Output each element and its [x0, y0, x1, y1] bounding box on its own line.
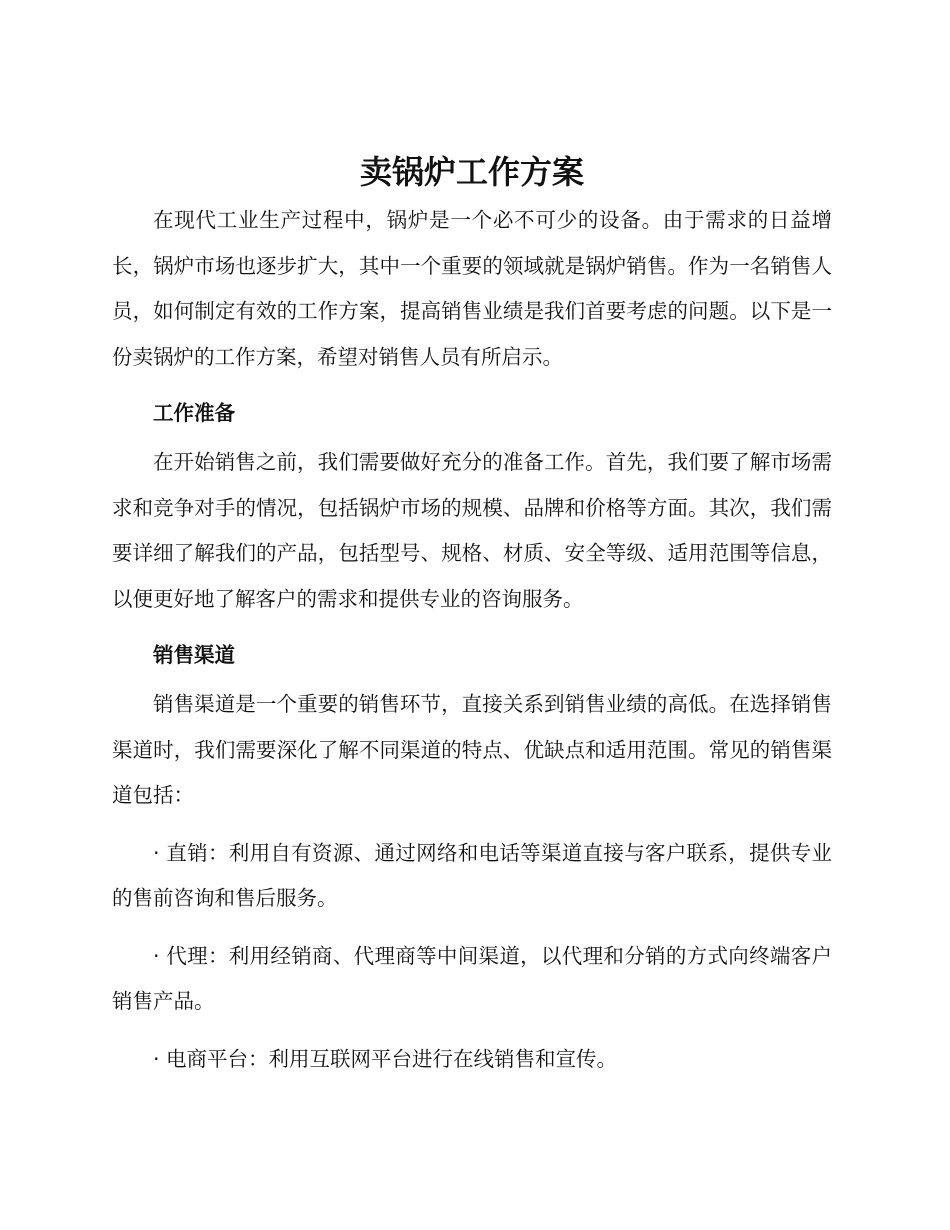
spacer	[112, 622, 832, 640]
spacer	[112, 922, 832, 934]
document-page	[112, 150, 832, 1082]
bullet-direct-sales: · 直销：利用自有资源、通过网络和电话等渠道直接与客户联系，提供专业的售前咨询和售后服务。	[112, 840, 832, 910]
spacer	[112, 428, 832, 440]
spacer	[112, 670, 832, 682]
preparation-paragraph: 在开始销售之前，我们需要做好充分的准备工作。首先，我们要了解市场需求和竞争对手的情况，包括锅炉市场的规模、品牌和价格等方面。其次，我们需要详细了解我们的产品，包括型号、规格、材质、安全等级、适用范围等信息，以便更好地了解客户的需求和提供专业的咨询服务。	[112, 450, 832, 611]
document-title: 卖锅炉工作方案	[359, 153, 584, 191]
section-heading-preparation: 工作准备	[153, 401, 235, 425]
intro-paragraph: 在现代工业生产过程中，锅炉是一个必不可少的设备。由于需求的日益增长，锅炉市场也逐步扩大，其中一个重要的领域就是锅炉销售。作为一名销售人员，如何制定有效的工作方案，提高销售业绩是我们首要考虑的问题。以下是一份卖锅炉的工作方案，希望对销售人员有所启示。	[112, 208, 832, 369]
section-heading-channels: 销售渠道	[153, 643, 235, 667]
spacer	[112, 380, 832, 398]
bullet-agency: · 代理：利用经销商、代理商等中间渠道，以代理和分销的方式向终端客户销售产品。	[112, 943, 832, 1013]
spacer	[112, 819, 832, 831]
spacer	[112, 1025, 832, 1037]
channels-paragraph: 销售渠道是一个重要的销售环节，直接关系到销售业绩的高低。在选择销售渠道时，我们需要深化了解不同渠道的特点、优缺点和适用范围。常见的销售渠道包括：	[112, 692, 832, 807]
bullet-ecommerce: · 电商平台：利用互联网平台进行在线销售和宣传。	[153, 1046, 618, 1071]
